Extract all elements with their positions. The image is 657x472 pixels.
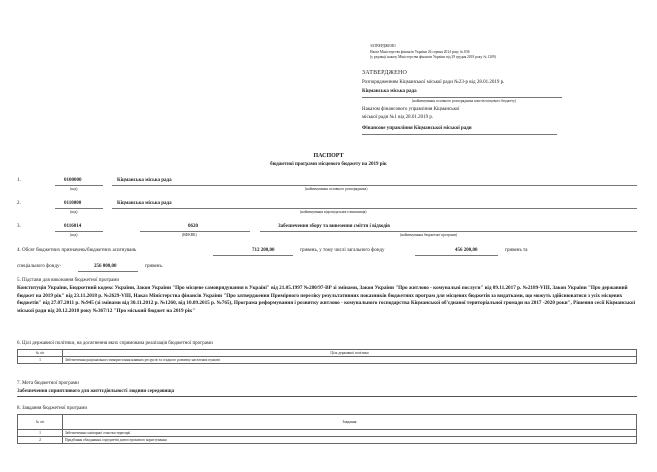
special-fund-underline bbox=[78, 271, 138, 272]
tasks-row-2-num: 2 bbox=[18, 437, 63, 444]
table-row bbox=[18, 430, 637, 437]
section-7-title: 7. Мета бюджетної програми bbox=[17, 381, 79, 386]
tasks-row-2-task: Придбання обладнання і предметів довгострокового користування bbox=[63, 437, 637, 444]
page-subtitle: бюджетної програми місцевого бюджету на 2019 рік bbox=[270, 162, 387, 167]
row-1-code-underline bbox=[55, 185, 103, 186]
row-3-code-underline bbox=[55, 231, 103, 232]
row-3-program-name: Забезпечення збору та вивезення сміття і відходів bbox=[278, 224, 391, 229]
budget-total-underline bbox=[213, 255, 293, 256]
row-2-code-underline bbox=[55, 208, 103, 209]
row-1-name-caption: (найменування головного розпорядника) bbox=[305, 187, 368, 191]
goals-col-num: № з/п bbox=[18, 350, 63, 357]
budget-total: 712 200,00 bbox=[252, 248, 275, 253]
finance-org: Фінансове управління Кіцманської міської ради bbox=[362, 126, 472, 131]
tasks-row-1-num: 1 bbox=[18, 430, 63, 437]
budget-currency: гривень та bbox=[505, 248, 528, 253]
row-3-name-underline bbox=[260, 231, 637, 232]
tasks-col-num: № з/п bbox=[18, 415, 63, 430]
row-2-name-underline bbox=[112, 208, 637, 209]
row-1-name: Кіцманська міська рада bbox=[117, 178, 172, 183]
table-header-row bbox=[18, 350, 637, 357]
table-row bbox=[18, 437, 637, 444]
approval-org-underline bbox=[362, 97, 562, 98]
finance-order-line-1: Наказом фінансового управління Кіцманської bbox=[362, 107, 460, 112]
approval-org: Кіцманська міська рада bbox=[362, 89, 417, 94]
row-2-code-caption: (код) bbox=[70, 210, 78, 214]
table-row bbox=[18, 357, 637, 364]
row-3-kfkvk-underline bbox=[140, 231, 250, 232]
row-2-name: Кіцманська міська рада bbox=[117, 201, 172, 206]
row-3-kfkvk-caption: (КФКВК) bbox=[182, 233, 197, 237]
section-7-underline bbox=[17, 396, 637, 397]
row-2-name-caption: (найменування відповідального виконавця) bbox=[300, 210, 367, 214]
budget-mid-text: гривень, у тому числі загального фонду bbox=[300, 248, 385, 253]
row-3-code: 0116014 bbox=[64, 224, 82, 229]
approval-title-small: ЗАТВЕРДЖЕНО bbox=[370, 44, 396, 48]
approval-order: Розпорядженням Кіцманської міської ради №23-р від 28.01.2019 р. bbox=[362, 80, 505, 85]
goals-col-goal: Ціль державної політики bbox=[63, 350, 637, 357]
row-1-code-caption: (код) bbox=[70, 187, 78, 191]
goals-table bbox=[17, 349, 637, 364]
section-8-title: 8. Завдання бюджетної програми bbox=[17, 406, 88, 411]
tasks-table bbox=[17, 414, 637, 444]
approval-line-1: Наказ Міністерства фінансів України 26 серпня 2014 року № 836 bbox=[370, 50, 470, 54]
tasks-row-1-task: Забезпечення санітарної очистки території bbox=[63, 430, 637, 437]
row-3-name-caption: (найменування бюджетної програми) bbox=[400, 233, 458, 237]
section-5-text: Конституція України, Бюджетний кодекс України, Закон України "Про місцеве самоврядування в Україні" від 21.05.1997 №280/97-ВР зі змінами, Закон України "Про житлово - комунальні послуги" від 09.11.2017 р. №2189-VIII, Закон України "Про державний бюджет на 2019 рік" від 23.11.2018 р. №2629-VIII, Наказ Міністерства фінансів України "Про затвердження Примірного переліку результативних показників бюджетних програм для місцевих бюджетів за видатками, що можуть здійснюватися з усіх місцевих бюджетів" від 27.07.2011 р. №945 (зі змінами від 30.11.2012 р. №1260, від 10.09.2015 р. №765), Програма реформування і розвитку житлово - комунального господарства Кіцманської об'єднаної територіальної громади на 2017 -2020 роки", Рішення сесії Кіцманської міської ради від 20.12.2018 року №367/12 "Про міський бюджет на 2019 рік" bbox=[17, 285, 636, 314]
approval-title: ЗАТВЕРДЖЕНО bbox=[362, 70, 408, 76]
approval-line-2: (у редакції наказу Міністерства фінансів України від 29 грудня 2018 року № 1209) bbox=[370, 55, 496, 59]
table-header-row bbox=[18, 415, 637, 430]
section-6-title: 6. Цілі державної політики, на досягнення яких спрямована реалізація бюджетної програми bbox=[17, 341, 213, 346]
row-1-code: 0100000 bbox=[64, 178, 82, 183]
special-fund-label: спеціального фонду- bbox=[17, 264, 62, 269]
budget-general-underline bbox=[415, 255, 498, 256]
row-3-kfkvk: 0620 bbox=[188, 224, 198, 229]
section-7-text: Забезпечення сприятливого для життєдіяльності людини середовища bbox=[17, 389, 175, 394]
finance-org-underline bbox=[362, 134, 557, 135]
tasks-col-task: Завдання bbox=[63, 415, 637, 430]
goals-row-1-num: 1 bbox=[18, 357, 63, 364]
budget-general: 456 200,00 bbox=[455, 248, 478, 253]
section-5-title: 5. Підстави для виконання бюджетної програми bbox=[17, 278, 120, 283]
finance-order-line-2: міської ради №1 від 28.01.2019 р. bbox=[362, 115, 434, 120]
page-title: ПАСПОРТ bbox=[313, 153, 344, 159]
row-2-code: 0110000 bbox=[64, 201, 82, 206]
row-3-code-caption: (код) bbox=[70, 233, 78, 237]
approval-org-caption: (найменування головного розпорядника коштів місцевого бюджету) bbox=[412, 99, 517, 103]
row-3-number: 3. bbox=[17, 224, 21, 229]
special-fund-currency: гривень. bbox=[145, 264, 163, 269]
budget-label: 4. Обсяг бюджетних призначень/бюджетних асигнувань bbox=[17, 248, 137, 253]
goals-row-1-goal: Забезпечення раціонального використання наявних ресурсів та стадного розвитку населених пунктів bbox=[63, 357, 637, 364]
special-fund-value: 256 000,00 bbox=[94, 264, 117, 269]
row-2-number: 2. bbox=[17, 201, 21, 206]
row-1-number: 1. bbox=[17, 178, 21, 183]
row-1-name-underline bbox=[112, 185, 637, 186]
